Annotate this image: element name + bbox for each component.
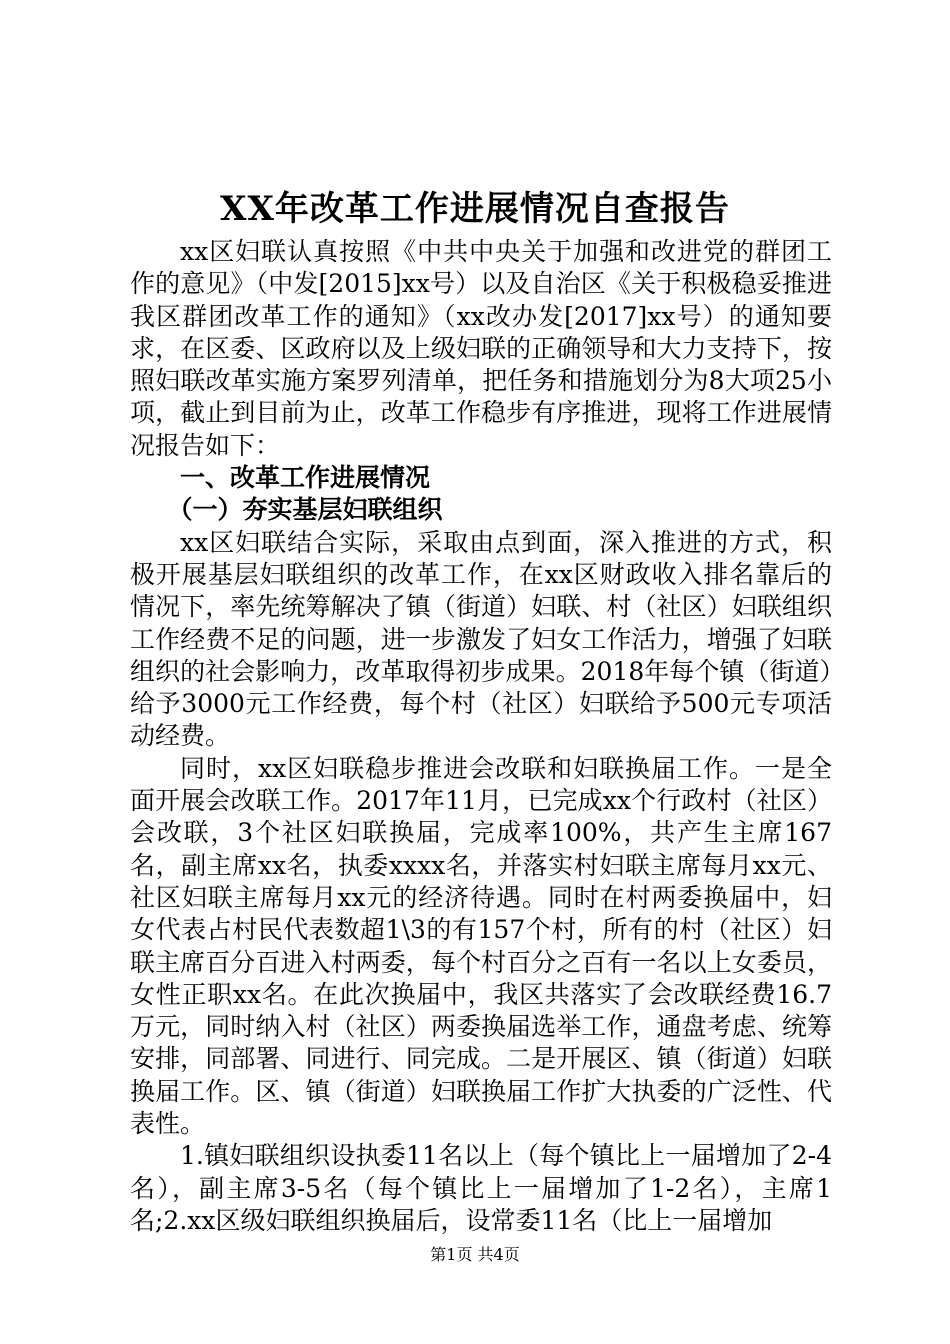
body-paragraph: xx区妇联结合实际，采取由点到面，深入推进的方式，积极开展基层妇联组织的改革工作，在xx区财政收入排名靠后的情况下，率先统筹解决了镇（街道）妇联、村（社区）妇联组织工作经费不足的问题，进一步激发了妇女工作活力，增强了妇联组织的社会影响力，改革取得初步成果。2018年每个镇（街道）给予3000元工作经费，每个村（社区）妇联给予500元专项活动经费。	[130, 527, 832, 751]
body-paragraph: 同时，xx区妇联稳步推进会改联和妇联换届工作。一是全面开展会改联工作。2017年11月，已完成xx个行政村（社区）会改联，3个社区妇联换届，完成率100%，共产生主席167名，副主席xx名，执委xxxx名，并落实村妇联主席每月xx元、社区妇联主席每月xx元的经济待遇。同时在村两委换届中，妇女代表占村民代表数超1\3的有157个村，所有的村（社区）妇联主席百分百进入村两委，每个村百分之百有一名以上女委员，女性正职xx名。在此次换届中，我区共落实了会改联经费16.7万元，同时纳入村（社区）两委换届选举工作，通盘考虑、统筹安排，同部署、同进行、同完成。二是开展区、镇（街道）妇联换届工作。区、镇（街道）妇联换届工作扩大执委的广泛性、代表性。	[130, 753, 832, 1139]
subsection-heading: （一）夯实基层妇联组织	[167, 495, 443, 525]
page-footer: 第1页 共4页	[430, 1245, 520, 1264]
intro-paragraph: xx区妇联认真按照《中共中央关于加强和改进党的群团工作的意见》（中发[2015]xx号）以及自治区《关于积极稳妥推进我区群团改革工作的通知》（xx改办发[2017]xx号）的通知要求，在区委、区政府以及上级妇联的正确领导和大力支持下，按照妇联改革实施方案罗列清单，把任务和措施划分为8大项25小项，截止到目前为止，改革工作稳步有序推进，现将工作进展情况报告如下：	[130, 237, 832, 460]
document-body	[130, 236, 832, 1237]
body-paragraph: 1.镇妇联组织设执委11名以上（每个镇比上一届增加了2-4名），副主席3-5名（每个镇比上一届增加了1-2名），主席1名;2.xx区级妇联组织换届后，设常委11名（比上一届增加	[130, 1141, 832, 1235]
document-title: XX年改革工作进展情况自查报告	[220, 189, 730, 229]
section-heading: 一、改革工作进展情况	[180, 463, 431, 493]
